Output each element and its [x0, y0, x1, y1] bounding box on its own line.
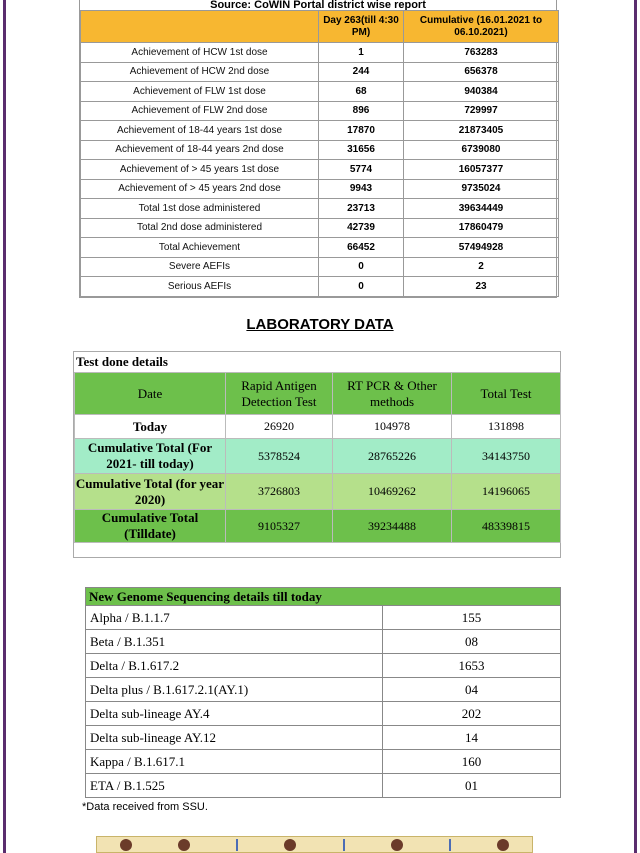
- cowin-day-value: 0: [319, 257, 404, 277]
- genome-variant-name: Kappa / B.1.617.1: [86, 750, 383, 774]
- genome-title: New Genome Sequencing details till today: [86, 588, 561, 606]
- person-icon: [284, 839, 296, 851]
- cowin-cumulative-value: 17860479: [404, 218, 559, 238]
- genome-row: [86, 702, 561, 726]
- divider-icon: [236, 839, 238, 851]
- genome-variant-count: 1653: [383, 654, 561, 678]
- cowin-day-value: 9943: [319, 179, 404, 199]
- mask-icon: [497, 839, 509, 851]
- lab-cell-rat: 5378524: [226, 439, 333, 474]
- cowin-header-cumulative: Cumulative (16.01.2021 to 06.10.2021): [404, 11, 559, 43]
- cowin-day-value: 31656: [319, 140, 404, 160]
- awareness-banner: [96, 836, 533, 853]
- cowin-row: [81, 238, 559, 258]
- lab-header-total: Total Test: [452, 373, 561, 415]
- cowin-row: [81, 101, 559, 121]
- genome-variant-count: 04: [383, 678, 561, 702]
- genome-row: [86, 750, 561, 774]
- cowin-table: [80, 10, 559, 297]
- cowin-row: [81, 121, 559, 141]
- cowin-row-label: Achievement of HCW 2nd dose: [81, 62, 319, 82]
- cowin-cumulative-value: 763283: [404, 43, 559, 63]
- lab-row-cumulative-2021: [75, 439, 561, 474]
- lab-cell-rtpcr: 10469262: [333, 474, 452, 510]
- genome-footnote: *Data received from SSU.: [82, 801, 208, 813]
- genome-variant-name: Delta sub-lineage AY.4: [86, 702, 383, 726]
- cowin-day-value: 0: [319, 277, 404, 297]
- lab-cell-total: 48339815: [452, 510, 561, 543]
- genome-variant-count: 160: [383, 750, 561, 774]
- cowin-day-value: 68: [319, 82, 404, 102]
- cowin-cumulative-value: 21873405: [404, 121, 559, 141]
- lab-row-label: Cumulative Total (For 2021- till today): [75, 439, 226, 474]
- lab-row-label: Cumulative Total (for year 2020): [75, 474, 226, 510]
- cowin-row-label: Total 2nd dose administered: [81, 218, 319, 238]
- genome-variant-count: 08: [383, 630, 561, 654]
- cowin-row-label: Achievement of HCW 1st dose: [81, 43, 319, 63]
- cowin-day-value: 42739: [319, 218, 404, 238]
- genome-row: [86, 726, 561, 750]
- cowin-source-caption: Source: CoWIN Portal district wise report: [80, 0, 556, 10]
- genome-variant-name: Delta sub-lineage AY.12: [86, 726, 383, 750]
- genome-row: [86, 654, 561, 678]
- genome-variant-count: 155: [383, 606, 561, 630]
- cowin-row-label: Severe AEFIs: [81, 257, 319, 277]
- cowin-cumulative-value: 57494928: [404, 238, 559, 258]
- cowin-row-label: Achievement of > 45 years 1st dose: [81, 160, 319, 180]
- cowin-row-label: Achievement of 18-44 years 2nd dose: [81, 140, 319, 160]
- lab-header-date: Date: [75, 373, 226, 415]
- cowin-row-label: Achievement of > 45 years 2nd dose: [81, 179, 319, 199]
- cowin-report-table: [79, 0, 557, 298]
- lab-header-rtpcr: RT PCR & Other methods: [333, 373, 452, 415]
- cowin-cumulative-value: 16057377: [404, 160, 559, 180]
- cowin-row-label: Achievement of 18-44 years 1st dose: [81, 121, 319, 141]
- cowin-row: [81, 140, 559, 160]
- page-frame-left: [3, 0, 6, 853]
- cowin-cumulative-value: 2: [404, 257, 559, 277]
- genome-variant-count: 14: [383, 726, 561, 750]
- genome-variant-name: Delta plus / B.1.617.2.1(AY.1): [86, 678, 383, 702]
- lab-table: [74, 372, 561, 543]
- cowin-cumulative-value: 729997: [404, 101, 559, 121]
- lab-cell-total: 14196065: [452, 474, 561, 510]
- cowin-day-value: 244: [319, 62, 404, 82]
- cowin-row: [81, 179, 559, 199]
- cowin-header-row: [81, 11, 559, 43]
- genome-sequencing-table: [85, 587, 560, 798]
- lab-cell-rtpcr: 104978: [333, 415, 452, 439]
- cowin-day-value: 23713: [319, 199, 404, 219]
- genome-table: [85, 587, 561, 798]
- lab-cell-rat: 9105327: [226, 510, 333, 543]
- cowin-row: [81, 199, 559, 219]
- lab-header-row: [75, 373, 561, 415]
- genome-row: [86, 630, 561, 654]
- cowin-cumulative-value: 23: [404, 277, 559, 297]
- genome-header-row: [86, 588, 561, 606]
- cowin-day-value: 66452: [319, 238, 404, 258]
- lab-test-table: [73, 351, 561, 558]
- cowin-cumulative-value: 9735024: [404, 179, 559, 199]
- cowin-cumulative-value: 39634449: [404, 199, 559, 219]
- genome-row: [86, 606, 561, 630]
- cowin-row: [81, 218, 559, 238]
- cowin-day-value: 17870: [319, 121, 404, 141]
- lab-row-label: Cumulative Total (Tilldate): [75, 510, 226, 543]
- genome-variant-name: Alpha / B.1.1.7: [86, 606, 383, 630]
- lab-cell-total: 34143750: [452, 439, 561, 474]
- cowin-row: [81, 43, 559, 63]
- genome-row: [86, 774, 561, 798]
- cowin-row-label: Achievement of FLW 1st dose: [81, 82, 319, 102]
- cowin-day-value: 896: [319, 101, 404, 121]
- lab-cell-rat: 26920: [226, 415, 333, 439]
- person-icon: [178, 839, 190, 851]
- page-frame-right: [634, 0, 637, 853]
- cowin-row-label: Total Achievement: [81, 238, 319, 258]
- lab-row-today: [75, 415, 561, 439]
- genome-variant-name: Delta / B.1.617.2: [86, 654, 383, 678]
- cowin-header-day: Day 263(till 4:30 PM): [319, 11, 404, 43]
- cowin-cumulative-value: 940384: [404, 82, 559, 102]
- lab-cell-rtpcr: 28765226: [333, 439, 452, 474]
- cowin-row: [81, 160, 559, 180]
- divider-icon: [449, 839, 451, 851]
- lab-row-label: Today: [75, 415, 226, 439]
- lab-caption: Test done details: [76, 354, 168, 369]
- person-icon: [120, 839, 132, 851]
- cowin-row-label: Serious AEFIs: [81, 277, 319, 297]
- genome-variant-name: ETA / B.1.525: [86, 774, 383, 798]
- cowin-cumulative-value: 6739080: [404, 140, 559, 160]
- sanitizer-icon: [391, 839, 403, 851]
- divider-icon: [343, 839, 345, 851]
- lab-row-cumulative-2020: [75, 474, 561, 510]
- cowin-cumulative-value: 656378: [404, 62, 559, 82]
- cowin-day-value: 1: [319, 43, 404, 63]
- genome-row: [86, 678, 561, 702]
- lab-cell-rat: 3726803: [226, 474, 333, 510]
- cowin-row: [81, 257, 559, 277]
- lab-header-rat: Rapid Antigen Detection Test: [226, 373, 333, 415]
- cowin-row: [81, 62, 559, 82]
- cowin-row-label: Total 1st dose administered: [81, 199, 319, 219]
- cowin-row-label: Achievement of FLW 2nd dose: [81, 101, 319, 121]
- lab-cell-total: 131898: [452, 415, 561, 439]
- genome-variant-count: 202: [383, 702, 561, 726]
- lab-row-cumulative-tilldate: [75, 510, 561, 543]
- cowin-day-value: 5774: [319, 160, 404, 180]
- lab-section-title: LABORATORY DATA: [246, 316, 394, 333]
- cowin-header-blank: [81, 11, 319, 43]
- lab-cell-rtpcr: 39234488: [333, 510, 452, 543]
- cowin-row: [81, 82, 559, 102]
- cowin-row: [81, 277, 559, 297]
- genome-variant-count: 01: [383, 774, 561, 798]
- genome-variant-name: Beta / B.1.351: [86, 630, 383, 654]
